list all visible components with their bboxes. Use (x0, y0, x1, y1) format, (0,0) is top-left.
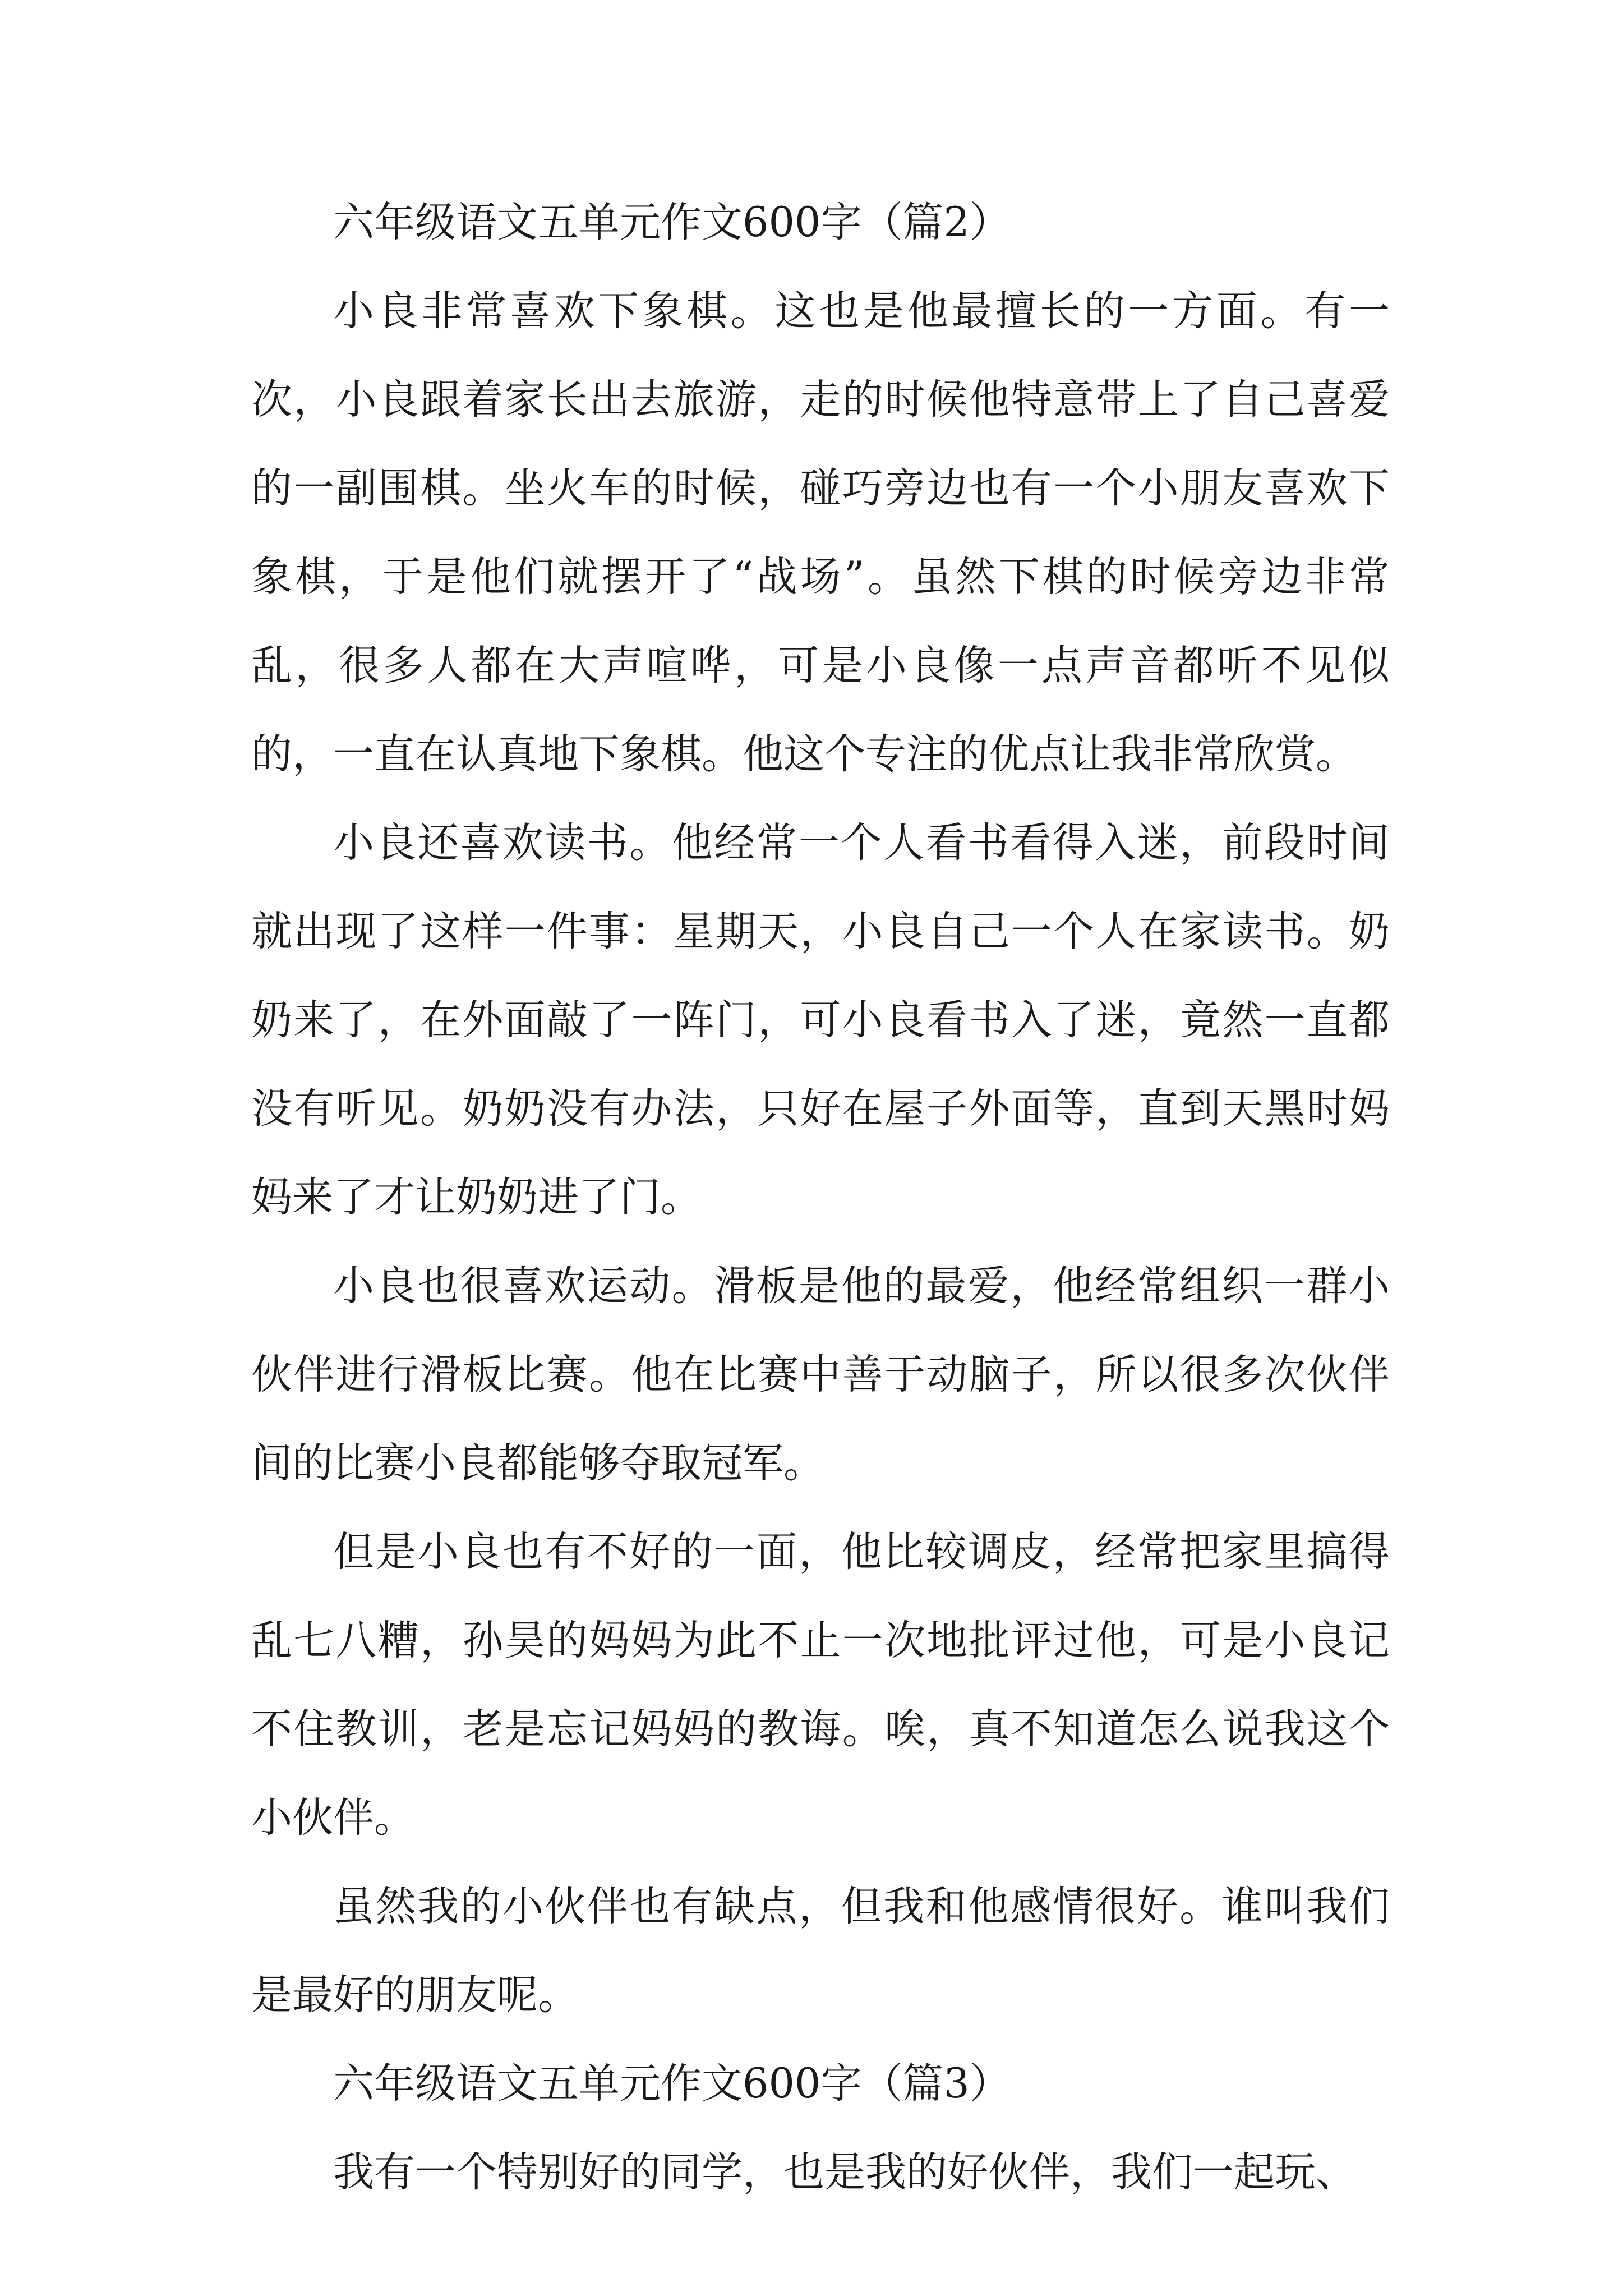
paragraph-chess: 小良非常喜欢下象棋。这也是他最擅长的一方面。有一次，小良跟着家长出去旅游，走的时候他特意带上了自己喜爱的一副围棋。坐火车的时候，碰巧旁边也有一个小朋友喜欢下象棋，于是他们就摆开了“战场”。虽然下棋的时候旁边非常乱，很多人都在大声喧哗，可是小良像一点声音都听不见似的，一直在认真地下象棋。他这个专注的优点让我非常欣赏。 (251, 287, 1390, 778)
paragraph-reading: 小良还喜欢读书。他经常一个人看书看得入迷，前段时间就出现了这样一件事：星期天，小良自己一个人在家读书。奶奶来了，在外面敲了一阵门，可小良看书入了迷，竟然一直都没有听见。奶奶没有办法，只好在屋子外面等，直到天黑时妈妈来了才让奶奶进了门。 (251, 819, 1390, 1221)
paragraph-friendship: 虽然我的小伙伴也有缺点，但我和他感情很好。谁叫我们是最好的朋友呢。 (251, 1883, 1390, 2019)
essay-heading-2: 六年级语文五单元作文600字（篇2） (333, 199, 1011, 246)
paragraph-sports: 小良也很喜欢运动。滑板是他的最爱，他经常组织一群小伙伴进行滑板比赛。他在比赛中善于动脑子，所以很多次伙伴间的比赛小良都能够夺取冠军。 (251, 1262, 1390, 1487)
paragraph-flaws: 但是小良也有不好的一面，他比较调皮，经常把家里搞得乱七八糟，孙昊的妈妈为此不止一次地批评过他，可是小良记不住教训，老是忘记妈妈的教诲。唉，真不知道怎么说我这个小伙伴。 (251, 1528, 1390, 1842)
essay-heading-3: 六年级语文五单元作文600字（篇3） (333, 2060, 1011, 2108)
document-body (251, 178, 1390, 2217)
paragraph-essay3-opening: 我有一个特别好的同学，也是我的好伙伴，我们一起玩、 (333, 2148, 1357, 2196)
